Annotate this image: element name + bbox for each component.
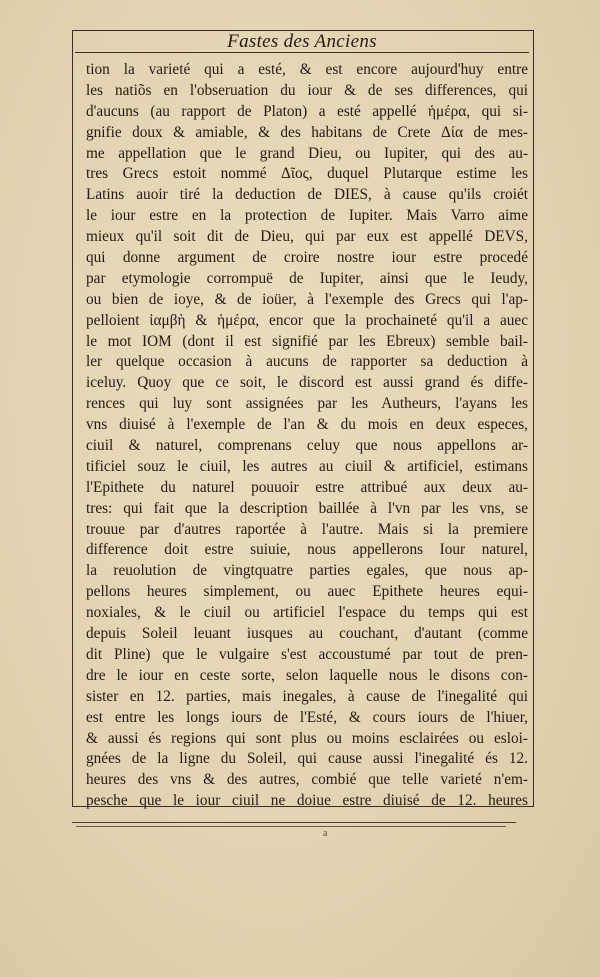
text-line: tres Grecs estoit nommé Δῖος, duquel Plutarque estime les [86,165,528,183]
bottom-rule [72,822,516,823]
text-line: pesche que le iour ciuil ne doiue estre diuisé de 12. heures [86,792,528,810]
text-line: tificiel souz le ciuil, les autres au ciuil & artificiel, estimans [86,457,528,475]
text-line: dit Pline) que le vulgaire s'est accoustumé par tout de pren- [86,645,528,663]
text-line: d'aucuns (au rapport de Platon) a esté appellé ἡμέρα, qui si- [86,102,528,120]
text-line: tion la varieté qui a esté, & est encore aujourd'huy entre [86,61,528,78]
text-line: les natiõs en l'obseruation du iour & de ses differences, qui [86,81,528,99]
text-line: ler quelque occasion à aucuns de rapporter sa deduction à [86,353,528,371]
text-line: noxiales, & le ciuil ou artificiel l'espace du temps qui est [86,604,528,622]
text-line: est entre les longs iours de l'Esté, & cours iours de l'hiuer, [86,708,528,726]
text-line: le mot IOM (dont il est signifié par les Ebreux) semble bail- [86,332,528,350]
signature-mark: a [323,828,328,839]
text-line: difference doit estre suiuie, nous appellerons Iour naturel, [86,541,528,559]
text-line: depuis Soleil leuant iusques au couchant, d'autant (comme [86,625,528,643]
text-line: pellons heures simplement, ou auec Epithete heures equi- [86,583,528,601]
text-line: iceluy. Quoy que ce soit, le discord est aussi grand és diffe- [86,374,528,392]
text-line: Latins auoir tiré la deduction de DIES, à cause qu'ils croiét [86,186,528,204]
text-line: heures des vns & des autres, combié que telle varieté n'em- [86,771,528,789]
text-line: sister en 12. parties, mais inegales, à cause de l'inegalité qui [86,687,528,705]
text-line: pelloient ἰαμβὴ & ἡμέρα, encor que la prochaineté qu'il a auec [86,311,528,329]
bottom-rule-secondary [76,826,506,827]
text-line: le iour estre en la protection de Iupiter. Mais Varro aime [86,207,528,225]
running-head: Fastes des Anciens [227,31,377,52]
body-text [86,60,528,812]
text-line: rences qui luy sont assignées par les Autheurs, l'ayans les [86,395,528,413]
text-line: par etymologie corrompuë de Iupiter, ainsi que le Ieudy, [86,269,528,287]
text-line: l'Epithete du naturel pouuoir estre attribué aux deux au- [86,478,528,496]
text-line: ou bien de ioye, & de ioüer, à l'exemple des Grecs qui l'ap- [86,290,528,308]
text-line: mieux qu'il soit dit de Dieu, qui par eux est appellé DEVS, [86,228,528,246]
text-line: me appellation que le grand Dieu, ou Iupiter, qui des au- [86,144,528,162]
text-line: la reuolution de vingtquatre parties egales, que nous ap- [86,562,528,580]
text-line: tres: qui fait que la description baillée à l'vn par les vns, se [86,499,528,517]
text-line: gnées de la ligne du Soleil, qui cause aussi l'inegalité és 12. [86,750,528,768]
text-line: trouue par d'autres raportée à l'autre. Mais si la premiere [86,520,528,538]
text-line: ciuil & naturel, comprenans celuy que nous appellons ar- [86,437,528,455]
text-line: qui donne argument de croire nostre iour estre procedé [86,249,528,267]
text-line: dre le iour en ceste sorte, selon laquelle nous le disons con- [86,666,528,684]
text-line: gnifie doux & amiable, & des habitans de Crete Δία de mes- [86,123,528,141]
text-line: vns diuisé à l'exemple de l'an & du mois en deux especes, [86,416,528,434]
text-line: & aussi és regions qui sont plus ou moins esclairées ou esloi- [86,729,528,747]
